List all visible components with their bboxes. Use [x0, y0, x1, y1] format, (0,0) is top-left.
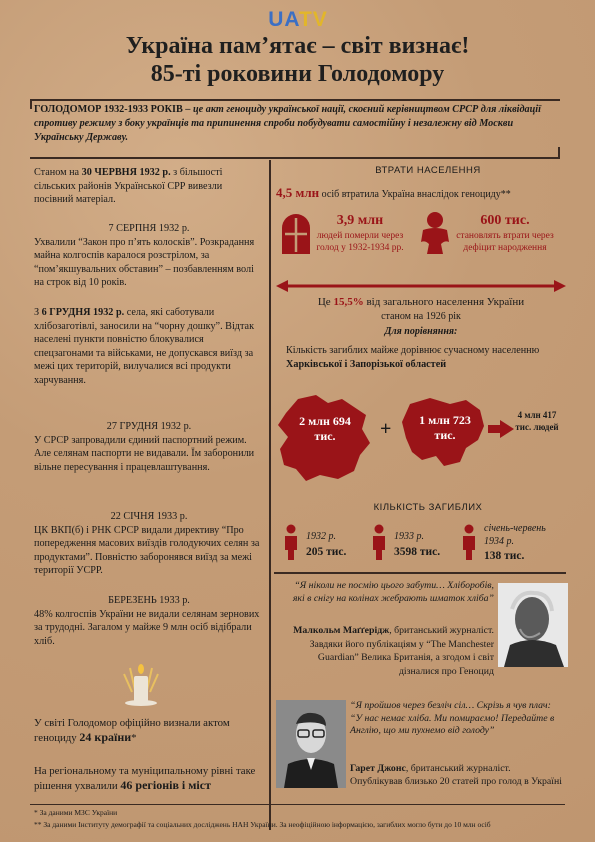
title-line-2: 85-ті роковини Голодомору	[150, 61, 445, 87]
timeline-item-2: 7 СЕРПНЯ 1932 р. Ухвалили “Закон про п’ять колосків”. Розкрадання майна колгоспів каралося розстрілом, за “пом’якшувальних обставин” – позбавленням волі на строк від 10 років.	[34, 222, 264, 290]
timeline-item-1: Станом на 30 ЧЕРВНЯ 1932 р. з більшості сільських районів Української СРР вивезли посівний матеріал.	[34, 167, 223, 205]
quote-muggeridge: “Я ніколи не посмію цього забути… Хліборобів, які в снігу на колінах жебрають шматок хліба”	[292, 580, 494, 604]
recognition-regions: На регіональному та муніципальному рівні таке рішення ухвалили 46 регіонів і міст	[34, 765, 256, 792]
losses-caption: ВТРАТИ НАСЕЛЕННЯ	[375, 165, 481, 176]
comparison-heading: Для порівняння:	[384, 326, 458, 337]
jones-bio: Гарет Джонс, британський журналіст. Опублікував близько 20 статей про голод в Україні	[350, 763, 562, 787]
losses-total: 4,5 млн осіб втратила Україна внаслідок геноциду**	[276, 185, 511, 200]
deaths-item-1933: 1933 р. 3598 тис.	[394, 531, 441, 558]
intro-text: ГОЛОДОМОР 1932-1933 РОКІВ – це акт геноциду української нації, скоєний керівництвом СРСР для ліквідації спротиву режиму з боку українців та припинення спроби побудувати самостійну і незалежну від Москви Українську Державу.	[34, 104, 541, 143]
double-arrow-icon	[276, 279, 566, 293]
losses-percent: Це 15,5% від загального населення України	[317, 296, 525, 308]
deaths-item-1934: січень-червень 1934 р. 138 тис.	[484, 523, 546, 562]
person-icon	[462, 524, 476, 560]
intro-border-bottom	[30, 157, 560, 159]
candle-icon	[118, 664, 164, 708]
baby-icon	[415, 210, 455, 256]
losses-birth-deficit: 600 тис. становлять втрати через дефіцит народження	[456, 213, 554, 253]
window-icon	[278, 210, 314, 256]
timeline-date: БЕРЕЗЕНЬ 1933 р.	[108, 595, 190, 606]
timeline-item-6: БЕРЕЗЕНЬ 1933 р. 48% колгоспів України не видали селянам зернових за трудодні. Загалом у майже 9 млн осіб відібрали хліб.	[34, 594, 264, 648]
deaths-item-1932: 1932 р. 205 тис.	[306, 531, 347, 558]
uatv-logo: UATV	[268, 8, 328, 31]
page-title	[20, 32, 575, 88]
footnote-divider	[30, 804, 565, 805]
timeline-item-5: 22 СІЧНЯ 1933 р. ЦК ВКП(б) і РНК СРСР видали директиву “Про попередження масових виїздів голодуючих селян за продуктами”. Повністю заборонявся виїзд за межі території УСРР.	[34, 510, 264, 578]
timeline-date: 22 СІЧНЯ 1933 р.	[110, 511, 188, 522]
timeline-item-3: З 6 ГРУДНЯ 1932 р. села, які саботували хлібозаготівлі, заносили на “чорну дошку”. Відтак населені пункти повністю блокувалися спецзагонами та військами, не допускався виїзд за межі цих територій, вилучалися всі продукти харчування.	[34, 307, 255, 386]
recognition-countries: У світі Голодомор офіційно визнали актом геноциду 24 країни*	[34, 717, 230, 744]
comparison-text: Кількість загиблих майже дорівнює сучасному населенню Харківської і Запорізької областей	[286, 345, 540, 370]
deaths-caption: КІЛЬКІСТЬ ЗАГИБЛИХ	[373, 502, 483, 513]
arrow-right-icon	[488, 420, 514, 438]
muggeridge-photo	[498, 583, 568, 667]
column-divider	[269, 160, 271, 830]
section-divider	[274, 572, 566, 574]
timeline-item-4: 27 ГРУДНЯ 1932 р. У СРСР запровадили єдиний паспортний режим. Але селянам паспорти не видавали. Їм заборонили вільне пересування і працевлаштування.	[34, 420, 264, 474]
intro-border-top	[30, 99, 560, 101]
zaporizhzhia-value: 1 млн 723 тис.	[419, 413, 471, 442]
footnote-2: ** За даними Інституту демографії та соціальних досліджень НАН України. За неофіційною інформацією, загиблих могло бути до 10 млн осіб	[34, 820, 491, 829]
person-icon	[372, 524, 386, 560]
timeline-date: 27 ГРУДНЯ 1932 р.	[106, 421, 192, 432]
timeline-date: 7 СЕРПНЯ 1932 р.	[108, 223, 190, 234]
person-icon	[284, 524, 298, 560]
jones-photo	[276, 700, 346, 788]
muggeridge-bio: Малкольм Маґґерідж, британський журналіст. Завдяки його публікаціям у “The Manchester Guardian” Велика Британія, а згодом і світ дізналися про Геноцид	[293, 625, 494, 677]
losses-died: 3,9 млн людей померли через голод у 1932-1934 рр.	[316, 213, 404, 253]
quote-jones: “Я пройшов через безліч сіл… Скрізь я чув плач: “У нас немає хліба. Ми помираємо! Передайте в Англію, що ми пухнемо від голоду”	[350, 700, 555, 736]
losses-percent-sub: станом на 1926 рік	[381, 311, 461, 322]
title-line-1: Україна пам’ятає – світ визнає!	[125, 33, 470, 59]
plus-sign: +	[380, 418, 392, 440]
footnote-1: * За даними МЗС України	[34, 808, 118, 817]
kharkiv-value: 2 млн 694 тис.	[299, 414, 351, 443]
sum-value: 4 млн 417 тис. людей	[515, 410, 559, 432]
intro-corner-right	[550, 147, 560, 157]
